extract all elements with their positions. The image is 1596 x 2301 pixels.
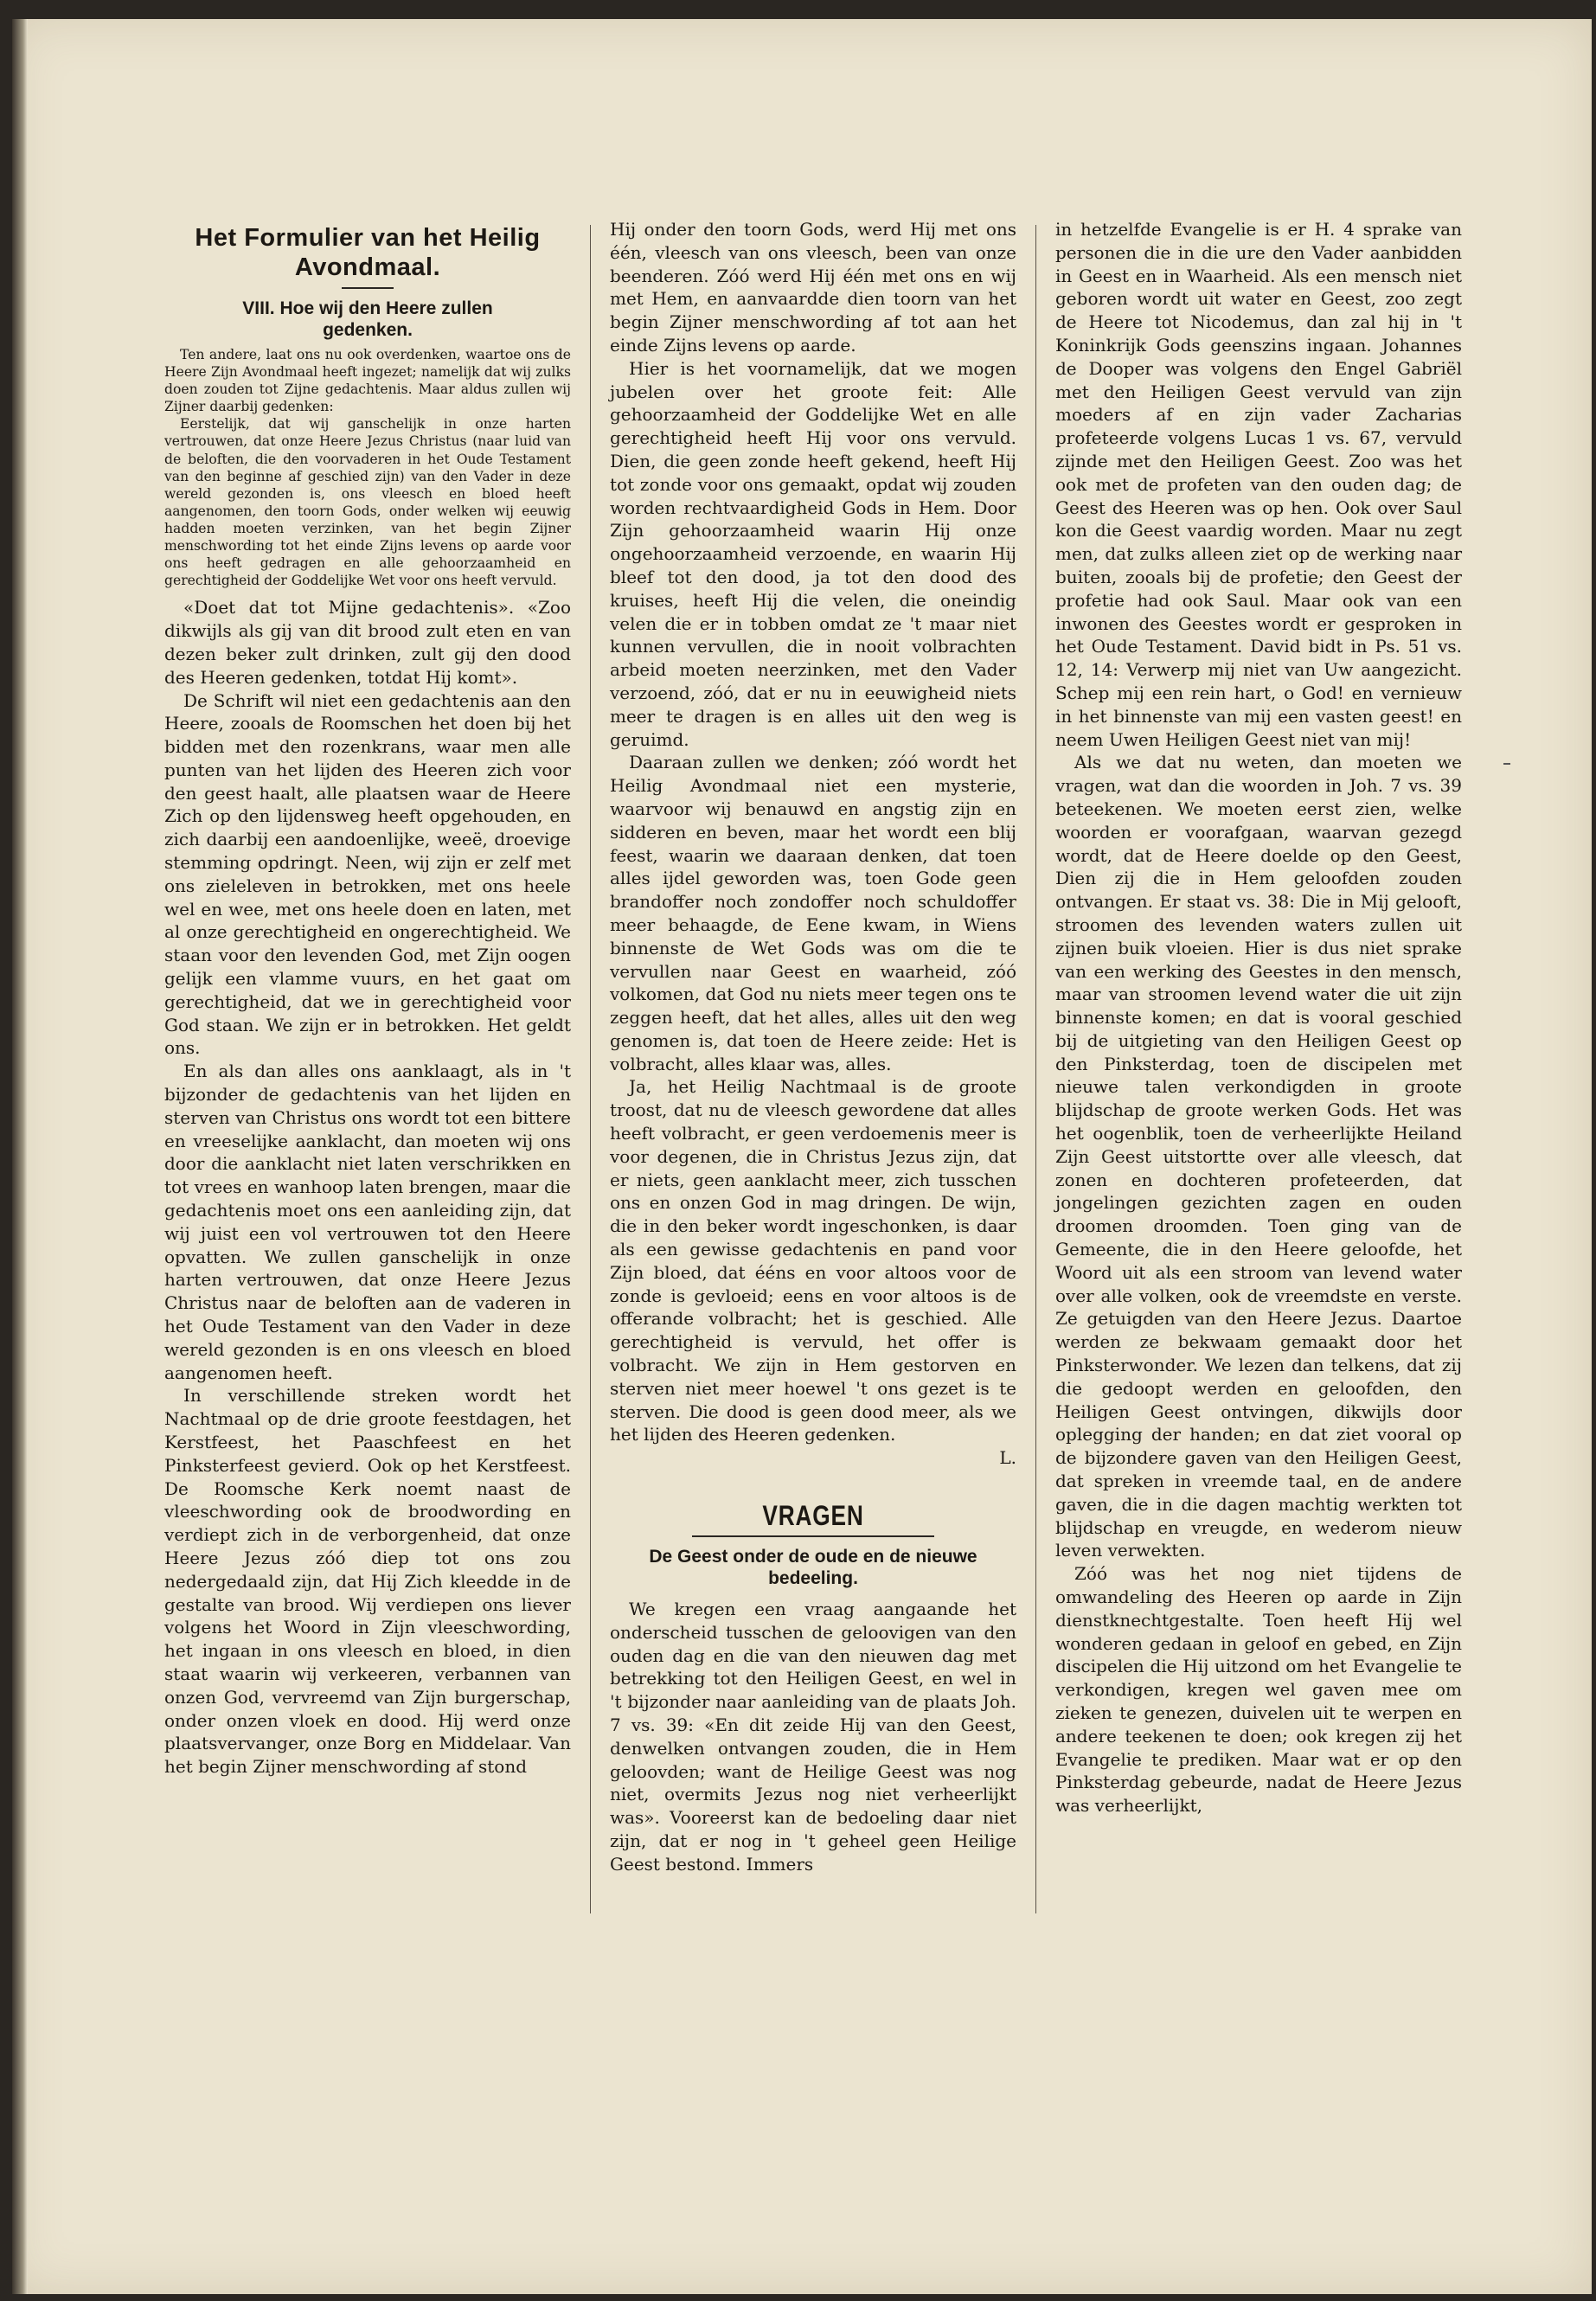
section-heading-line1: VIII. Hoe wij den Heere zullen (242, 298, 493, 318)
page-body (164, 218, 1462, 1913)
body-paragraph: De Schrift wil niet een gedachtenis aan den Heere, zooals de Roomschen het doen bij het bidden met den rozenkrans, waar men alle punten van het lijden des Heeren zich voor den geest haalt, alle plaatsen waar de Heere Zich op den lijdensweg heeft opgehouden, en zich daarbij een aandoenlijke, weeë, droevige stemming opdringt. Neen, wij zijn er zelf met ons zieleleven in betrokken, met ons heele wel en wee, met ons heele doen en laten, met al onze gerechtigheid en ongerechtigheid. We staan voor den levenden God, met Zijn oogen gelijk een vlamme vuurs, en het gaat om gerechtigheid, dat we in gerechtigheid voor God staan. We zijn er in betrokken. Het geldt ons. (164, 689, 571, 1059)
column-3 (1055, 218, 1462, 1913)
vragen-subheading-line2: bedeeling. (768, 1568, 858, 1589)
vragen-subheading (610, 1546, 1016, 1589)
quote-paragraph: Eerstelijk, dat wij ganschelijk in onze harten vertrouwen, dat onze Heere Jezus Christus (naar luid van de beloften, die den voorvaderen in het Oude Testament van den beginne af geschied zijn) van den Vader in deze wereld gezonden is, ons vleesch en bloed heeft aangenomen, den toorn Gods, onder welken wij eeuwig hadden moeten verzinken, van het begin Zijner menschwording tot het einde Zijns levens op aarde voor ons heeft gedragen en alle gehoorzaamheid en gerechtigheid der Goddelijke Wet voor ons heeft vervuld. (164, 416, 571, 589)
column-1 (164, 218, 571, 1913)
section-heading-line2: gedenken. (323, 320, 413, 340)
quote-paragraph: Ten andere, laat ons nu ook overdenken, waartoe ons de Heere Zijn Avondmaal heeft ingezet; namelijk dat wij zulks doen zouden tot Zijne gedachtenis. Maar aldus zullen wij Zijner daarbij gedenken: (164, 347, 571, 415)
column-divider (590, 225, 591, 1913)
formulier-quote (164, 346, 571, 589)
body-paragraph: «Doet dat tot Mijne gedachtenis». «Zoo dikwijls als gij van dit brood zult eten en van dezen beker zult drinken, zult gij den dood des Heeren gedenken, totdat Hij komt». (164, 597, 571, 688)
article-title (164, 223, 571, 282)
body-paragraph: in hetzelfde Evangelie is er H. 4 sprake van personen die in die ure den Vader aanbidden in Geest en in Waarheid. Als een mensch niet geboren wordt uit water en Geest, zoo zegt de Heere tot Nicodemus, dan zal hij in 't Koninkrijk Gods geenszins ingaan. Johannes de Dooper was volgens den Engel Gabriël met den Heiligen Geest vervuld van zijn moeders af en zijn vader Zacharias profeteerde volgens Lucas 1 vs. 67, vervuld zijnde met den Heiligen Geest. Zoo was het ook met de profeten van den ouden dag; de Geest des Heeren was op hen. Ook over Saul kon die Geest vaardig worden. Maar nu zegt men, dat zulks alleen ziet op de werking naar buiten, zooals bij de profetie; den Geest der profetie had ook Saul. Maar ook van een inwonen des Geestes wordt er gesproken in het Oude Testament. David bidt in Ps. 51 vs. 12, 14: Verwerp mij niet van Uw aangezicht. Schep mij een rein hart, o God! en vernieuw in het binnenste van mij een vasten geest! en neem Uwen Heiligen Geest niet van mij! (1055, 219, 1462, 750)
article-signature: L. (999, 1447, 1016, 1469)
column-2 (610, 218, 1016, 1913)
body-paragraph: Zóó was het nog niet tijdens de omwandeling des Heeren op aarde in Zijn dienstknechtgestalte. Toen heeft Hij wel wonderen gedaan in geloof en gebed, en Zijn discipelen die Hij uitzond om het Evangelie te verkondigen, kregen wel gaven mee om zieken te genezen, duivelen uit te werpen en andere teekenen te doen; ook kregen zij het Evangelie te prediken. Maar wat er op den Pinksterdag gebeurde, nadat de Heere Jezus was verheerlijkt, (1055, 1563, 1462, 1817)
title-rule (342, 287, 394, 289)
body-paragraph: We kregen een vraag aangaande het onderscheid tusschen de geloovigen van den ouden dag en die van den nieuwen dag met betrekking tot den Heiligen Geest, en wel in 't bijzonder naar aanleiding van de plaats Joh. 7 vs. 39: «En dit zeide Hij van den Geest, denwelken ontvangen zouden, die in Hem geloovden; want de Heilige Geest was nog niet, overmits Jezus nog niet verheerlijkt was». Vooreerst kan de bedoeling daar niet zijn, dat er nog in 't geheel geen Heilige Geest bestond. Immers (610, 1599, 1016, 1875)
body-paragraph: Als we dat nu weten, dan moeten we vragen, wat dan die woorden in Joh. 7 vs. 39 beteekenen. We moeten eerst zien, welke woorden er voorafgaan, waarvan gezegd wordt, dat de Heere doelde op den Geest, Dien zij die in Hem geloofden zouden ontvangen. Er staat vs. 38: Die in Mij gelooft, stroomen des levenden waters zullen uit zijnen buik vloeien. Hier is dus niet sprake van een werking des Geestes in den mensch, maar van stroomen levend water die uit zijn binnenste komen; en dat is vooral geschied bij de uitgieting van den Heiligen Geest op den Pinksterdag, toen de discipelen met nieuwe talen verkondigden in groote blijdschap de groote werken Gods. Het was het oogenblik, toen de verheerlijkte Heiland Zijn Geest uitstortte over alle vleesch, dat zonen en dochteren profeteerden, dat jongelingen gezichten zagen en ouden droomen droomden. Toen ging van de Gemeente, die in den Heere geloofde, het Woord uit als een stroom van levend water over alle volken, ook de vreemdste en verste. Ze getuigden van den Heere Jezus. Daartoe werden ze bekwaam gemaakt door het Pinksterwonder. We lezen dan telkens, dat zij die gedoopt werden en geloofden, den Heiligen Geest ontvingen, dikwijls door oplegging der handen; en dat ziet vooral op de bijzondere gaven van den Heiligen Geest, dat spreken in vreemde taal, en de andere gaven, die in die dagen machtig werkten tot blijdschap en vreugde, en wederom nieuw leven verwekten. (1055, 752, 1462, 1561)
body-paragraph: Daaraan zullen we denken; zóó wordt het Heilig Avondmaal niet een mysterie, waarvoor wij benauwd en angstig zijn en sidderen en beven, maar het wordt een blij feest, waarin we daaraan denken, dat toen alles ijdel geworden was, toen Gode geen brandoffer noch zondoffer noch schuldoffer meer behaagde, de Eene kwam, in Wiens binnenste de Wet Gods was om die te vervullen naar Geest en waarheid, zóó volkomen, dat God nu niets meer tegen ons te zeggen heeft, dat het alles, alles uit den weg genomen is, dat toen de Heere zeide: Het is volbracht, alles klaar was, alles. (610, 752, 1016, 1074)
body-paragraph: Ja, het Heilig Nachtmaal is de groote troost, dat nu de vleesch gewordene dat alles heeft volbracht, er geen verdoemenis meer is voor degenen, die in Christus Jezus zijn, dat er niets, geen aanklacht meer, zich tusschen ons en onzen God in mag dringen. De wijn, die in den beker wordt ingeschonken, is daar als een gewisse gedachtenis en pand voor Zijn bloed, dat ééns en voor altoos voor de zonde is gevloeid; eens en voor altoos is de offerande volbracht; het is geschied. Alle gerechtigheid is vervuld, het offer is volbracht. We zijn in Hem gestorven en sterven niet meer hoewel 't ons gezet is te sterven. Die dood is geen dood meer, als we het lijden des Heeren gedenken. (610, 1076, 1016, 1445)
binding-edge (12, 19, 28, 2294)
vragen-heading: VRAGEN (762, 1500, 864, 1532)
page-sheet (12, 19, 1592, 2294)
body-paragraph: In verschillende streken wordt het Nachtmaal op de drie groote feestdagen, het Kerstfeest, het Paaschfeest en het Pinksterfeest gevierd. Ook op het Kerstfeest. De Roomsche Kerk noemt naast de vleeschwording ook de broodwording en verdiept zich in de verborgenheid, dat onze Heere Jezus zóó diep tot ons zou nedergedaald zijn, dat Hij Zich kleedde in de gestalte van brood. Wij verdiepen ons liever volgens het Woord in Zijn vleeschwording, het ingaan in ons vleesch en bloed, in dien staat waarin wij verkeeren, verbannen van onzen God, vervreemd van Zijn burgerschap, onder onzen vloek en dood. Hij werd onze plaatsvervanger, onze Borg en Middelaar. Van het begin Zijner menschwording af stond (164, 1385, 571, 1778)
section-heading (164, 298, 571, 341)
article-title-line1: Het Formulier van het Heilig (195, 224, 541, 252)
body-paragraph: En als dan alles ons aanklaagt, als in 't bijzonder de gedachtenis van het lijden en sterven van Christus ons wordt tot een bittere en vreeselijke aanklacht, dan moeten wij ons door die aanklacht niet laten verschrikken en tot vrees en wanhoop laten brengen, maar die gedachtenis moet ons een aanleiding zijn, dat wij juist een vol vertrouwen tot den Heere opvatten. We zullen ganschelijk in onze harten vertrouwen, dat onze Heere Jezus Christus naar de beloften aan de vaderen in het Oude Testament van den Vader in deze wereld gezonden is en ons vleesch en bloed aangenomen heeft. (164, 1061, 571, 1383)
vragen-rule (692, 1535, 934, 1537)
body-paragraph: Hij onder den toorn Gods, werd Hij met ons één, vleesch van ons vleesch, been van onze beenderen. Zóó werd Hij één met ons en wij met Hem, en aanvaardde dien toorn van het begin Zijner menschwording af tot aan het einde Zijns levens op aarde. (610, 219, 1016, 356)
article-title-line2: Avondmaal. (294, 253, 441, 281)
margin-mark (1503, 763, 1510, 765)
column-divider (1035, 225, 1036, 1913)
body-paragraph: Hier is het voornamelijk, dat we mogen jubelen over het groote feit: Alle gehoorzaamheid der Goddelijke Wet en alle gerechtigheid heeft Hij voor ons vervuld. Dien, die geen zonde heeft gekend, heeft Hij tot zonde voor ons gemaakt, opdat wij zouden worden rechtvaardigheid Gods in Hem. Door Zijn gehoorzaamheid waarin Hij onze ongehoorzaamheid verzoende, en waarin Hij bleef tot den dood, ja tot den dood des kruises, heeft Hij die velen, die oneindig velen die er in tobben omdat ze 't maar niet kunnen vervullen, die in nooit volbrachten arbeid moeten neerzinken, met den Vader verzoend, zóó, dat er nu in eeuwigheid niets meer te dragen is en alles uit den weg is geruimd. (610, 357, 1016, 750)
vragen-subheading-line1: De Geest onder de oude en de nieuwe (649, 1547, 977, 1567)
